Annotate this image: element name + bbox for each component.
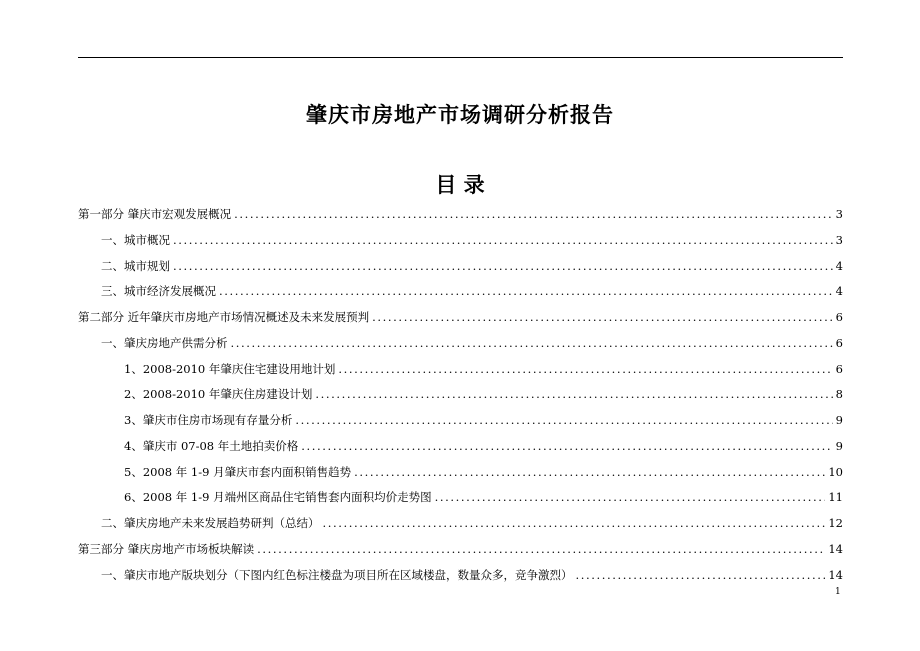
toc-dot-leader xyxy=(231,333,833,353)
toc-entry-page: 4 xyxy=(835,258,843,273)
toc-dot-leader xyxy=(257,539,825,559)
document-title: 肇庆市房地产市场调研分析报告 xyxy=(306,102,614,127)
toc-entry-title: 二、肇庆房地产未来发展趋势研判（总结） xyxy=(101,516,320,530)
toc-entry-page: 6 xyxy=(835,310,843,324)
toc-entry[interactable] xyxy=(78,513,843,539)
toc-entry-title: 一、肇庆市地产版块划分（下图内红色标注楼盘为项目所在区域楼盘，数量众多，竞争激烈） xyxy=(101,567,573,582)
toc-entry-page: 12 xyxy=(828,516,843,530)
toc-entry-title: 第一部分 肇庆市宏观发展概况 xyxy=(78,207,232,221)
toc-entry-title: 1、2008-2010 年肇庆住宅建设用地计划 xyxy=(124,361,336,376)
toc-dot-leader xyxy=(435,487,826,507)
toc-dot-leader xyxy=(295,410,832,430)
toc-dot-leader xyxy=(354,462,825,482)
toc-entry[interactable] xyxy=(78,487,843,513)
toc-entry[interactable] xyxy=(78,281,843,307)
toc-dot-leader xyxy=(315,384,832,404)
toc-dot-leader xyxy=(372,307,833,327)
toc-dot-leader xyxy=(338,359,832,379)
toc-dot-leader xyxy=(219,281,833,301)
toc-dot-leader xyxy=(234,204,833,224)
toc-entry-title: 3、肇庆市住房市场现有存量分析 xyxy=(124,413,293,427)
table-of-contents xyxy=(78,204,843,590)
page-number: 1 xyxy=(835,587,841,597)
toc-entry-page: 9 xyxy=(835,438,843,453)
toc-entry-page: 9 xyxy=(835,413,843,427)
toc-entry[interactable] xyxy=(78,256,843,282)
toc-entry[interactable] xyxy=(78,436,843,462)
toc-entry-page: 11 xyxy=(828,490,843,505)
toc-entry[interactable] xyxy=(78,307,843,333)
toc-entry-title: 二、城市规划 xyxy=(101,258,170,273)
header-rule xyxy=(78,57,843,58)
toc-dot-leader xyxy=(173,230,833,250)
toc-entry[interactable] xyxy=(78,204,843,230)
toc-entry-page: 14 xyxy=(828,567,843,582)
toc-entry-title: 第三部分 肇庆房地产市场板块解读 xyxy=(78,541,255,556)
toc-entry-page: 3 xyxy=(835,232,843,247)
toc-entry-page: 4 xyxy=(835,284,843,299)
toc-entry[interactable] xyxy=(78,410,843,436)
toc-entry-title: 第二部分 近年肇庆市房地产市场情况概述及未来发展预判 xyxy=(78,310,370,324)
toc-entry[interactable] xyxy=(78,539,843,565)
toc-entry-title: 4、肇庆市 07-08 年土地拍卖价格 xyxy=(124,438,299,453)
toc-entry-title: 6、2008 年 1-9 月端州区商品住宅销售套内面积均价走势图 xyxy=(124,490,432,505)
toc-entry[interactable] xyxy=(78,565,843,591)
toc-dot-leader xyxy=(576,565,826,585)
toc-entry-title: 5、2008 年 1-9 月肇庆市套内面积销售趋势 xyxy=(124,464,352,479)
toc-entry-title: 三、城市经济发展概况 xyxy=(101,284,216,299)
toc-entry[interactable] xyxy=(78,230,843,256)
toc-dot-leader xyxy=(173,256,833,276)
toc-entry-page: 14 xyxy=(828,541,843,556)
toc-dot-leader xyxy=(301,436,832,456)
toc-entry-page: 8 xyxy=(835,387,843,402)
toc-entry-title: 2、2008-2010 年肇庆住房建设计划 xyxy=(124,387,313,402)
toc-heading: 目 录 xyxy=(435,172,485,197)
toc-entry[interactable] xyxy=(78,359,843,385)
toc-entry-page: 6 xyxy=(835,361,843,376)
toc-entry-page: 6 xyxy=(835,335,843,350)
toc-dot-leader xyxy=(323,513,826,533)
toc-entry-title: 一、肇庆房地产供需分析 xyxy=(101,335,228,350)
toc-entry[interactable] xyxy=(78,333,843,359)
toc-entry[interactable] xyxy=(78,384,843,410)
toc-entry-page: 10 xyxy=(828,464,843,479)
toc-entry[interactable] xyxy=(78,462,843,488)
toc-entry-title: 一、城市概况 xyxy=(101,232,170,247)
toc-entry-page: 3 xyxy=(835,207,843,221)
